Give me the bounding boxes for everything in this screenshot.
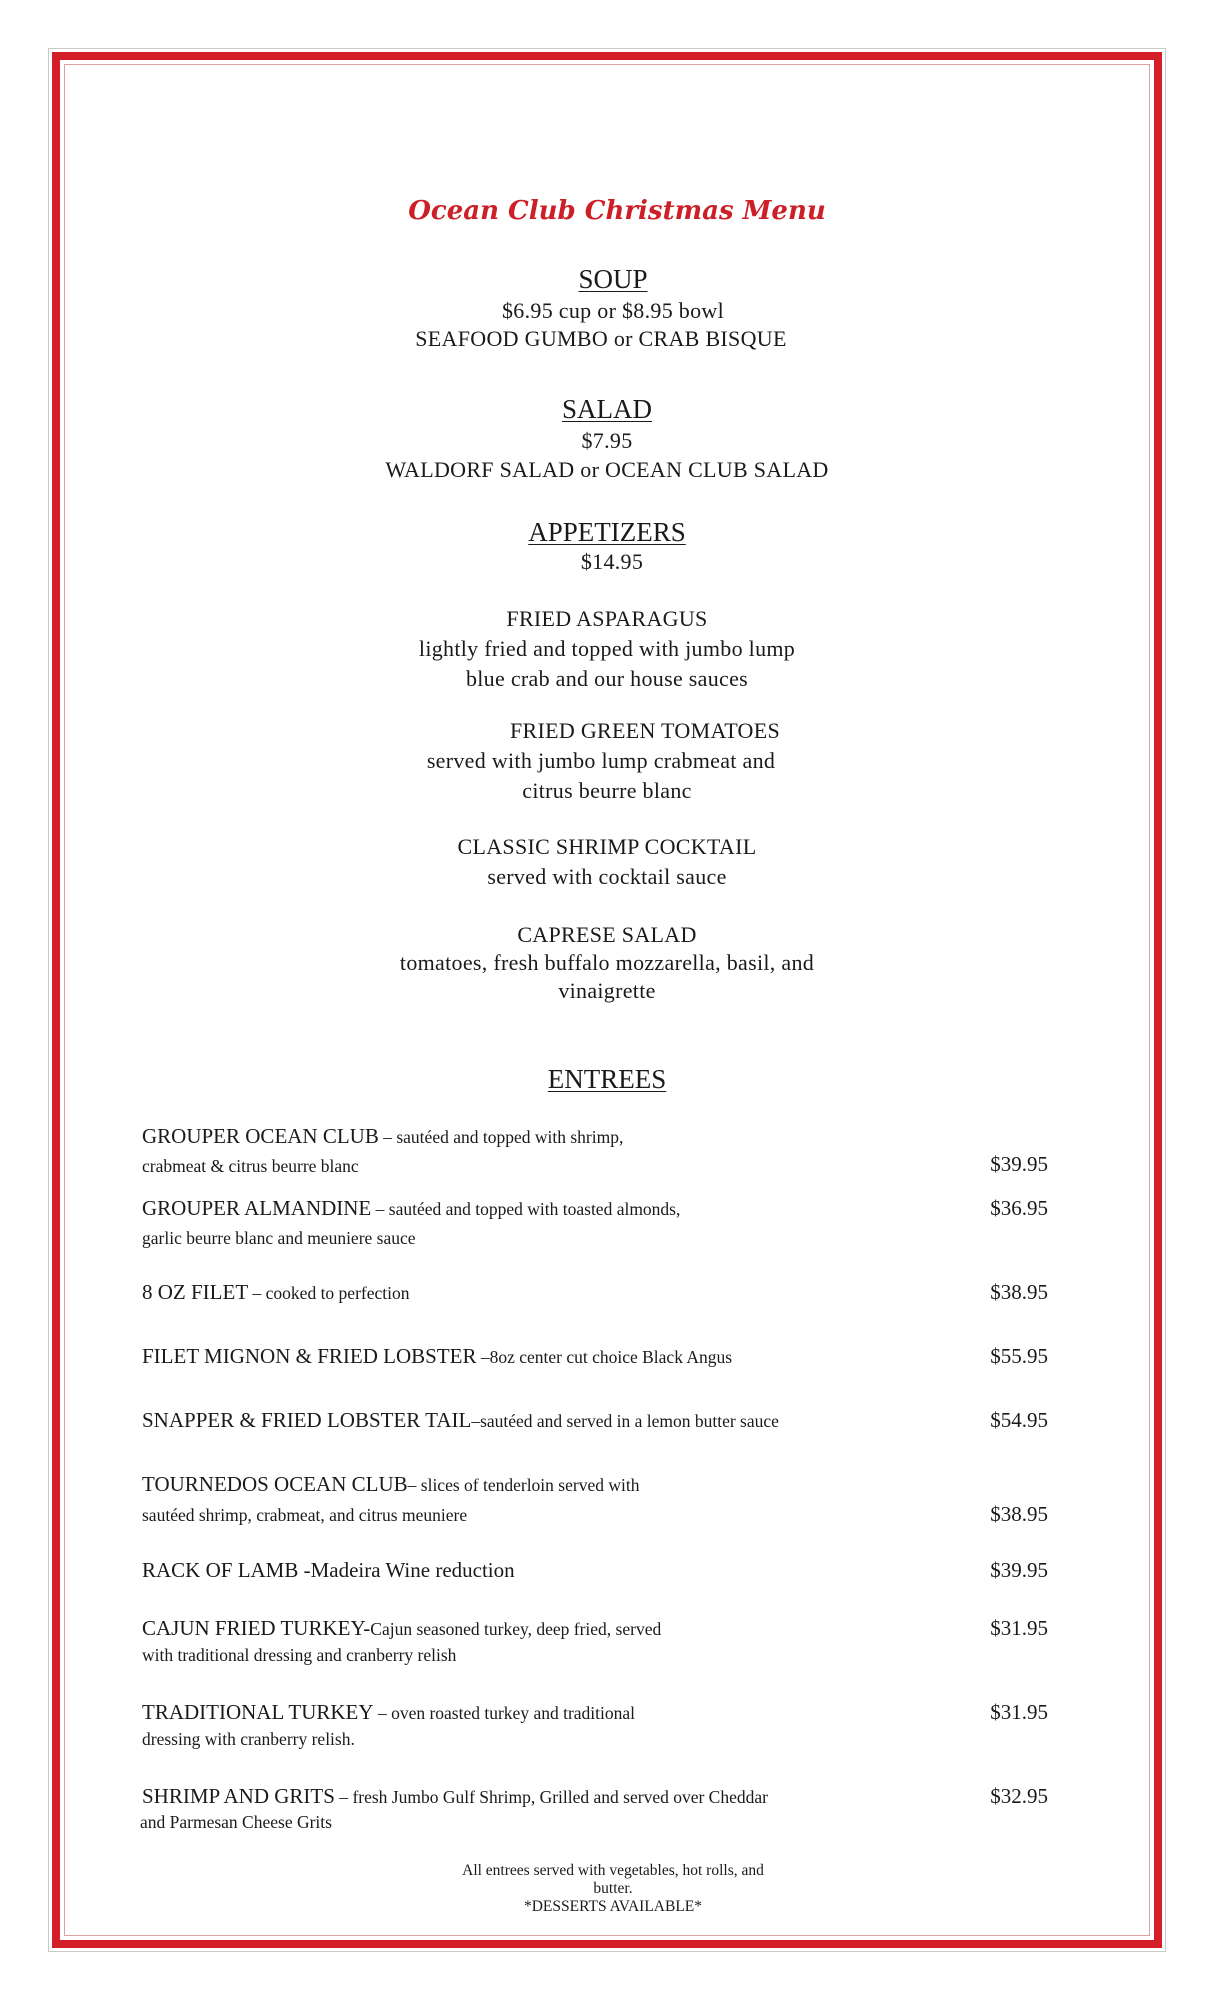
entree-price: $31.95 xyxy=(990,1616,1048,1640)
entree-desc: –8oz center cut choice Black Angus xyxy=(476,1347,733,1367)
soup-price: $6.95 cup or $8.95 bowl xyxy=(502,298,724,323)
appetizer-item-name: CAPRESE SALAD xyxy=(517,922,697,947)
entree-item xyxy=(142,1196,680,1221)
appetizers-price: $14.95 xyxy=(580,549,644,574)
entree-desc: – slices of tenderloin served with xyxy=(407,1475,640,1495)
entree-desc: sautéed shrimp, crabmeat, and citrus meuniere xyxy=(142,1505,468,1525)
entrees-heading: ENTREES xyxy=(547,1064,667,1094)
desserts-note: *DESSERTS AVAILABLE* xyxy=(523,1898,703,1915)
entree-name: GROUPER ALMANDINE xyxy=(142,1196,372,1220)
menu-title: Ocean Club Christmas Menu xyxy=(408,196,826,226)
entree-desc: and Parmesan Cheese Grits xyxy=(140,1812,332,1832)
entree-name: FILET MIGNON & FRIED LOBSTER xyxy=(142,1344,477,1368)
entree-desc: crabmeat & citrus beurre blanc xyxy=(142,1156,359,1176)
entree-name: GROUPER OCEAN CLUB xyxy=(142,1124,379,1148)
entree-item xyxy=(142,1558,515,1583)
soup-items: SEAFOOD GUMBO or CRAB BISQUE xyxy=(415,326,787,351)
salad-price: $7.95 xyxy=(581,428,633,453)
entree-price: $32.95 xyxy=(990,1784,1048,1808)
entree-item xyxy=(142,1280,409,1305)
appetizer-item-desc: citrus beurre blanc xyxy=(522,778,692,803)
appetizer-item-desc: tomatoes, fresh buffalo mozzarella, basil, and xyxy=(399,950,815,975)
entree-item xyxy=(142,1124,623,1149)
entree-desc: – fresh Jumbo Gulf Shrimp, Grilled and served over Cheddar xyxy=(334,1787,768,1807)
entree-desc: – sautéed and topped with shrimp, xyxy=(378,1127,624,1147)
entree-name: TOURNEDOS OCEAN CLUB xyxy=(142,1472,408,1496)
entree-desc: dressing with cranberry relish. xyxy=(142,1729,355,1749)
appetizer-item-name: CLASSIC SHRIMP COCKTAIL xyxy=(457,834,757,859)
appetizers-heading: APPETIZERS xyxy=(528,517,686,547)
appetizer-item-name: FRIED GREEN TOMATOES xyxy=(509,718,781,743)
entree-name: SNAPPER & FRIED LOBSTER TAIL xyxy=(142,1408,472,1432)
entree-price: $38.95 xyxy=(990,1502,1048,1526)
entree-desc: – cooked to perfection xyxy=(248,1283,410,1303)
salad-items: WALDORF SALAD or OCEAN CLUB SALAD xyxy=(385,457,829,482)
appetizer-item-desc: served with jumbo lump crabmeat and xyxy=(426,748,776,773)
entree-price: $54.95 xyxy=(990,1408,1048,1432)
salad-heading: SALAD xyxy=(561,394,652,424)
entree-price: $55.95 xyxy=(990,1344,1048,1368)
entree-price: $39.95 xyxy=(990,1558,1048,1582)
entree-price: $39.95 xyxy=(990,1152,1048,1176)
entree-name: CAJUN FRIED TURKEY- xyxy=(142,1616,371,1640)
entree-desc: – sautéed and topped with toasted almonds, xyxy=(371,1199,681,1219)
entree-price: $38.95 xyxy=(990,1280,1048,1304)
footer-note: butter. xyxy=(593,1880,633,1897)
entree-price: $31.95 xyxy=(990,1700,1048,1724)
entree-name: SHRIMP AND GRITS xyxy=(142,1784,335,1808)
entree-item xyxy=(142,1616,661,1641)
entree-desc: garlic beurre blanc and meuniere sauce xyxy=(142,1228,416,1248)
entree-desc: with traditional dressing and cranberry relish xyxy=(142,1645,457,1665)
entree-price: $36.95 xyxy=(990,1196,1048,1220)
entree-item xyxy=(142,1344,732,1369)
entree-name: TRADITIONAL TURKEY xyxy=(142,1700,374,1724)
entree-desc: Cajun seasoned turkey, deep fried, served xyxy=(370,1619,662,1639)
appetizer-item-desc: served with cocktail sauce xyxy=(487,864,727,889)
appetizer-item-desc: blue crab and our house sauces xyxy=(465,666,749,691)
entree-item xyxy=(142,1700,635,1725)
entree-desc: – oven roasted turkey and traditional xyxy=(373,1703,636,1723)
entree-item xyxy=(142,1784,768,1809)
appetizer-item-desc: vinaigrette xyxy=(558,978,656,1003)
soup-heading: SOUP xyxy=(578,264,648,294)
entree-item xyxy=(142,1472,639,1497)
footer-note: All entrees served with vegetables, hot rolls, and xyxy=(462,1862,764,1879)
appetizer-item-name: FRIED ASPARAGUS xyxy=(506,606,708,631)
entree-desc: –sautéed and served in a lemon butter sauce xyxy=(471,1411,779,1431)
appetizer-item-desc: lightly fried and topped with jumbo lump xyxy=(418,636,796,661)
entree-name: RACK OF LAMB -Madeira Wine reduction xyxy=(142,1558,515,1582)
entree-item xyxy=(142,1408,779,1433)
entree-name: 8 OZ FILET xyxy=(142,1280,249,1304)
